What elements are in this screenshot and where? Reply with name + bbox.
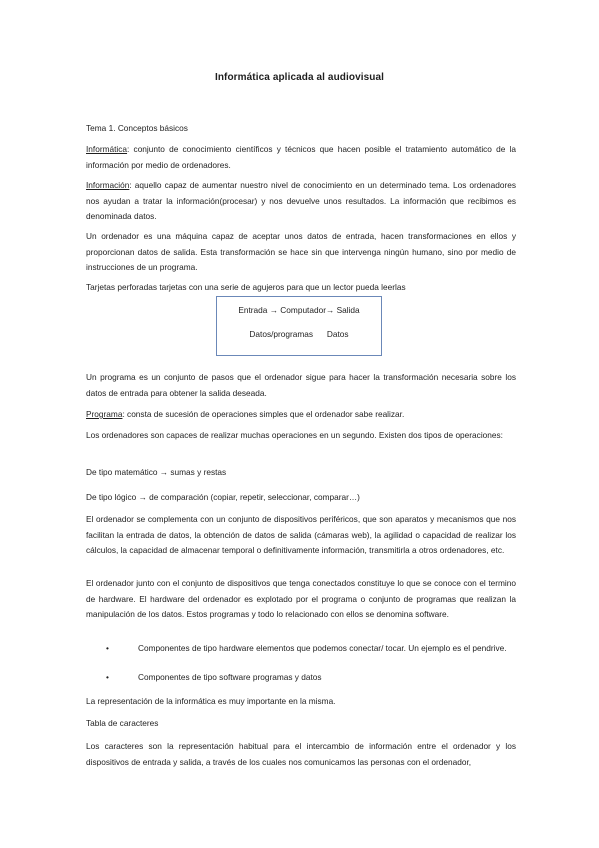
operation-type-logic: De tipo lógico → de comparación (copiar, repetir, seleccionar, comparar…) bbox=[86, 492, 360, 502]
definition-programa bbox=[86, 407, 516, 423]
io-diagram-box bbox=[216, 296, 382, 356]
paragraph-representacion: La representación de la informática es muy importante en la misma. bbox=[86, 696, 336, 706]
paragraph-caracteres: Los caracteres son la representación habitual para el intercambio de información entre el ordenador y los dispositivos de entrada y salida, a través de los cuales nos comunicamos las personas con el ordenador, bbox=[86, 741, 516, 767]
bullet-icon: • bbox=[106, 672, 109, 682]
document-title: Informática aplicada al audiovisual bbox=[214, 72, 385, 83]
list-item-text: Componentes de tipo hardware elementos que podemos conectar/ tocar. Un ejemplo es el pendrive. bbox=[138, 643, 507, 653]
paragraph-programa: Un programa es un conjunto de pasos que el ordenador sigue para hacer la transformación necesaria sobre los datos de entrada para obtener la salida deseada. bbox=[86, 372, 516, 398]
paragraph-ordenador: Un ordenador es una máquina capaz de aceptar unos datos de entrada, hacen transformaciones en ellos y proporcionan datos de salida. Esta transformación se hace sin que intervenga ningún humano, sino por medio de instrucciones de un programa. bbox=[86, 231, 516, 273]
subheading-tabla: Tabla de caracteres bbox=[86, 718, 159, 728]
section-heading: Tema 1. Conceptos básicos bbox=[86, 123, 188, 133]
definition-informacion bbox=[86, 178, 516, 225]
definition-text: : conjunto de conocimiento científicos y técnicos que hacen posible el tratamiento automático de la información por medio de ordenadores. bbox=[86, 144, 516, 170]
definition-text: : consta de sucesión de operaciones simples que el ordenador sabe realizar. bbox=[122, 409, 405, 419]
bullet-icon: • bbox=[106, 643, 109, 653]
list-item-text: Componentes de tipo software programas y datos bbox=[138, 672, 322, 682]
term-programa: Programa bbox=[86, 409, 123, 419]
paragraph-operaciones: Los ordenadores son capaces de realizar muchas operaciones en un segundo. Existen dos tipos de operaciones: bbox=[86, 430, 503, 440]
term-informatica: Informática bbox=[86, 144, 128, 154]
paragraph-perifericos: El ordenador se complementa con un conjunto de dispositivos periféricos, que son aparatos y mecanismos que nos facilitan la entrada de datos, la obtención de datos de salida (cámaras web), la agilidad o capacidad de realizar los cálculos, la capacidad de almacenar temporal o definitivamente información, transmitirla a otros ordenadores, etc. bbox=[86, 514, 516, 556]
io-flow-line: Entrada → Computador→ Salida bbox=[238, 305, 360, 315]
operation-type-math: De tipo matemático → sumas y restas bbox=[86, 467, 227, 477]
io-data-line: Datos/programas Datos bbox=[249, 329, 349, 339]
paragraph-hardware-software: El ordenador junto con el conjunto de dispositivos que tenga conectados constituye lo que se conoce con el termino de hardware. El hardware del ordenador es explotado por el programa o conjunto de programas que realizan la manipulación de los datos. Estos programas y todo lo relacionado con ellos se denomina software. bbox=[86, 578, 516, 620]
term-informacion: Información bbox=[86, 180, 130, 190]
definition-informatica bbox=[86, 142, 516, 173]
paragraph-tarjetas: Tarjetas perforadas tarjetas con una serie de agujeros para que un lector pueda leerlas bbox=[86, 282, 406, 292]
definition-text: : aquello capaz de aumentar nuestro nivel de conocimiento en un determinado tema. Los ordenadores nos ayudan a tratar la información(procesar) y nos devuelve unos resultados. La información que recibimos es denominada datos. bbox=[86, 180, 516, 222]
